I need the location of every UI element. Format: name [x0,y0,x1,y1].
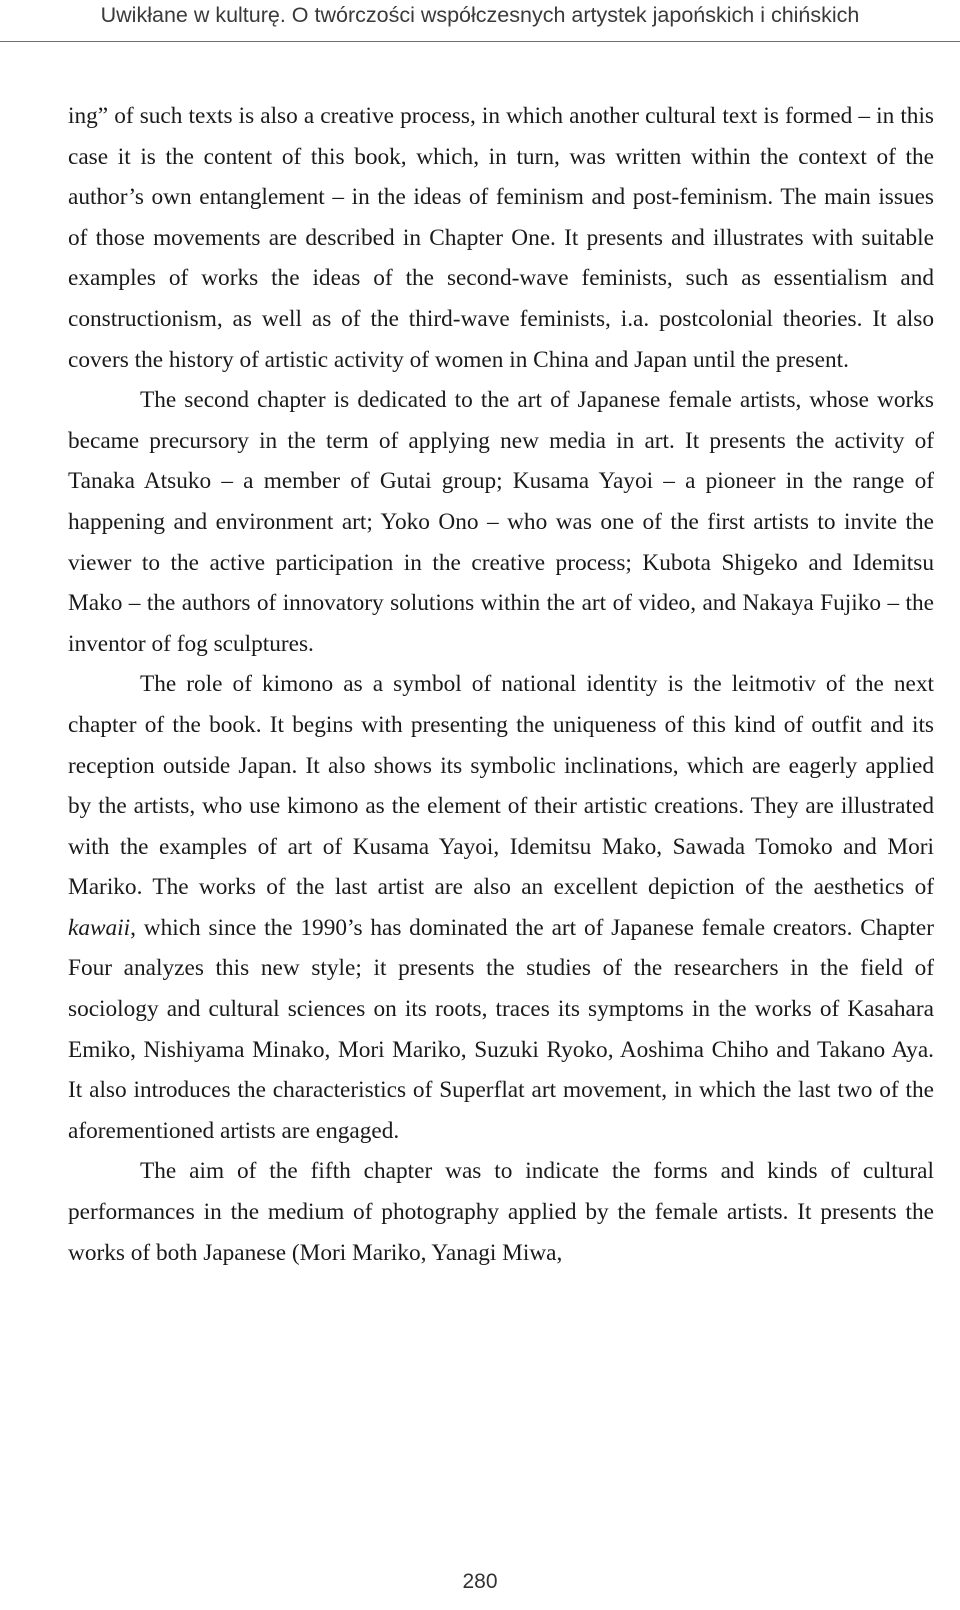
kawaii-term: kawaii [68,914,131,941]
body-text [68,96,934,1273]
paragraph-1: ing” of such texts is also a creative process, in which another cultural text is formed – in this case it is the content of this book, which, in turn, was written within the context of the author’s own entanglement – in the ideas of feminism and post-feminism. The main issues of those movements are described in Chapter One. It presents and illustrates with suitable examples of works the ideas of the second-wave feminists, such as essentialism and constructionism, as well as of the third-wave feminists, i.a. postcolonial theories. It also covers the history of artistic activity of women in China and Japan until the present. [68,103,934,373]
paragraph-3-text-start: The role of kimono as a symbol of national identity is the leitmotiv of the next chapter of the book. It begins with presenting the uniqueness of this kind of outfit and its reception outside Japan. It also shows its symbolic inclinations, which are eagerly applied by the artists, who use kimono as the element of their artistic creations. They are illustrated with the examples of art of Kusama Yayoi, Idemitsu Mako, Sawada Tomoko and Mori Mariko. The works of the last artist are also an excellent depiction of the aesthetics of [68,671,934,901]
running-header [0,0,960,42]
paragraph-3-text-end: , which since the 1990’s has dominated the art of Japanese female creators. Chapter Four analyzes this new style; it presents the studies of the researchers in the field of sociology and cultural sciences on its roots, traces its symptoms in the works of Kasahara Emiko, Nishiyama Minako, Mori Mariko, Suzuki Ryoko, Aoshima Chiho and Takano Aya. It also introduces the characteristics of Superflat art movement, in which the last two of the aforementioned artists are engaged. [68,914,934,1144]
paragraph-3 [68,664,934,1151]
paragraph-2: The second chapter is dedicated to the art of Japanese female artists, whose works became precursory in the term of applying new media in art. It presents the activity of Tanaka Atsuko – a member of Gutai group; Kusama Yayoi – a pioneer in the range of happening and environment art; Yoko Ono – who was one of the first artists to invite the viewer to the active participation in the creative process; Kubota Shigeko and Idemitsu Mako – the authors of innovatory solutions within the art of video, and Nakaya Fujiko – the inventor of fog sculptures. [68,387,934,657]
paragraph-4: The aim of the fifth chapter was to indicate the forms and kinds of cultural performances in the medium of photography applied by the female artists. It presents the works of both Japanese (Mori Mariko, Yanagi Miwa, [68,1158,934,1266]
page-number: 280 [462,1570,498,1593]
running-title: Uwikłane w kulturę. O twórczości współczesnych artystek japońskich i chińskich [100,3,860,27]
